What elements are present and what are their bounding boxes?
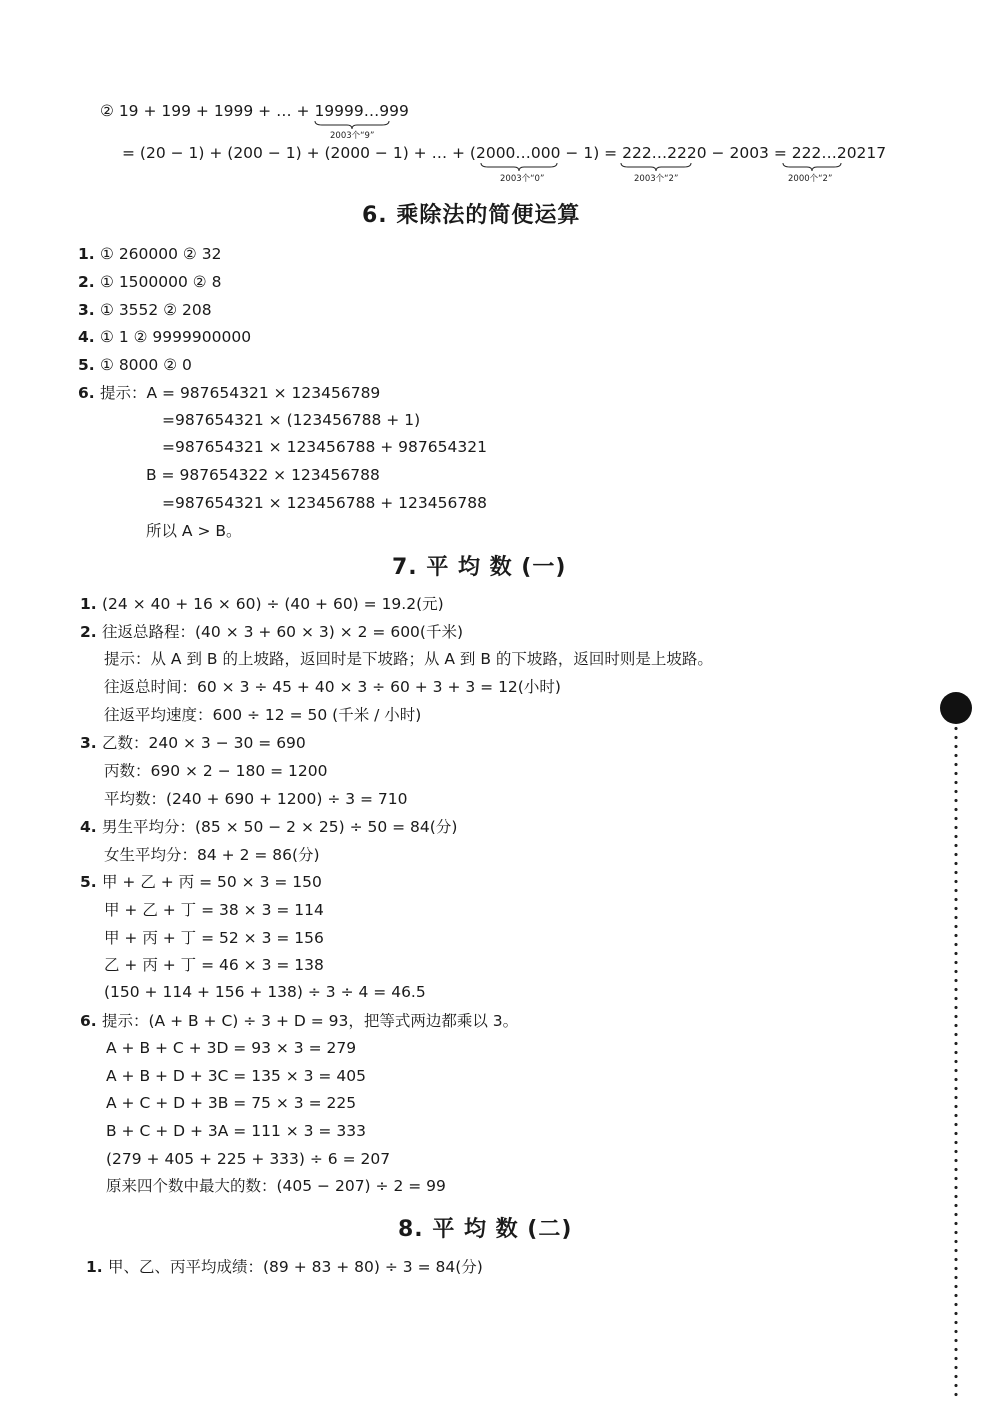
- s7-q6-line-2: A + B + D + 3C = 135 × 3 = 405: [106, 1067, 366, 1085]
- brace-2-label: 2003个“0”: [500, 174, 545, 184]
- s7-q4-num: 4.: [80, 818, 97, 836]
- s7-q3: [80, 733, 306, 753]
- s6-line-1: =987654321 × (123456788 + 1): [162, 411, 421, 429]
- s7-q6-line-4: B + C + D + 3A = 111 × 3 = 333: [106, 1122, 366, 1140]
- brace-4: [782, 162, 842, 172]
- s7-q3-text: 乙数：240 × 3 − 30 = 690: [102, 734, 306, 752]
- s7-q5-line-2: 甲 + 丙 + 丁 = 52 × 3 = 156: [104, 929, 324, 947]
- s6-line-4: =987654321 × 123456788 + 123456788: [162, 494, 487, 512]
- s7-q6-line-3: A + C + D + 3B = 75 × 3 = 225: [106, 1094, 357, 1112]
- s6-item-3-text: ① 3552 ② 208: [100, 301, 212, 319]
- s6-item-1-num: 1.: [78, 245, 95, 263]
- s6-line-3: B = 987654322 × 123456788: [146, 466, 380, 484]
- s7-q1: [80, 594, 444, 614]
- top-line-1: [100, 101, 409, 121]
- s7-q4-text: 男生平均分：(85 × 50 − 2 × 25) ÷ 50 = 84(分): [102, 818, 458, 836]
- binding-dotted-line: [954, 724, 958, 1400]
- s7-q2: [80, 622, 463, 642]
- s7-q4-line-1: 女生平均分：84 + 2 = 86(分): [104, 846, 320, 864]
- top-line-2: [122, 143, 886, 163]
- binding-hole: [940, 692, 972, 724]
- s6-item-4: [78, 327, 251, 347]
- s6-item-2: [78, 272, 221, 292]
- s8-q1-num: 1.: [86, 1258, 103, 1276]
- brace-1-label: 2003个“9”: [330, 131, 375, 141]
- section-8-title: 8. 平 均 数 (二): [398, 1217, 573, 1242]
- s6-item-3-num: 3.: [78, 301, 95, 319]
- s7-q1-num: 1.: [80, 595, 97, 613]
- s7-q5-line-1: 甲 + 乙 + 丁 = 38 × 3 = 114: [104, 901, 324, 919]
- s6-item-6: [78, 383, 380, 403]
- brace-3-label: 2003个“2”: [634, 174, 679, 184]
- s6-item-1-text: ① 260000 ② 32: [100, 245, 222, 263]
- s7-q5-text: 甲 + 乙 + 丙 = 50 × 3 = 150: [102, 873, 322, 891]
- s7-q5-num: 5.: [80, 873, 97, 891]
- s7-q6: [80, 1011, 518, 1031]
- section-6-title: 6. 乘除法的简便运算: [362, 203, 581, 228]
- s8-q1: [86, 1257, 483, 1277]
- s7-q1-text: (24 × 40 + 16 × 60) ÷ (40 + 60) = 19.2(元): [102, 595, 444, 613]
- s6-line-2: =987654321 × 123456788 + 987654321: [162, 438, 487, 456]
- brace-3: [620, 162, 692, 172]
- s6-item-2-text: ① 1500000 ② 8: [100, 273, 222, 291]
- s7-q2-num: 2.: [80, 623, 97, 641]
- s6-item-4-num: 4.: [78, 328, 95, 346]
- s6-item-6-text: 提示：A = 987654321 × 123456789: [100, 384, 381, 402]
- s7-q6-line-5: (279 + 405 + 225 + 333) ÷ 6 = 207: [106, 1150, 391, 1168]
- brace-4-label: 2000个“2”: [788, 174, 833, 184]
- s6-item-5-text: ① 8000 ② 0: [100, 356, 192, 374]
- s7-q6-line-1: A + B + C + 3D = 93 × 3 = 279: [106, 1039, 357, 1057]
- s7-q4: [80, 817, 457, 837]
- s8-q1-text: 甲、乙、丙平均成绩：(89 + 83 + 80) ÷ 3 = 84(分): [108, 1258, 483, 1276]
- s7-q6-text: 提示：(A + B + C) ÷ 3 + D = 93，把等式两边都乘以 3。: [102, 1012, 519, 1030]
- s7-q3-line-2: 平均数：(240 + 690 + 1200) ÷ 3 = 710: [104, 790, 408, 808]
- s7-q2-line-1: 提示：从 A 到 B 的上坡路，返回时是下坡路；从 A 到 B 的下坡路，返回时则是上坡路。: [104, 650, 713, 668]
- s7-q3-num: 3.: [80, 734, 97, 752]
- s7-q5-line-3: 乙 + 丙 + 丁 = 46 × 3 = 138: [104, 956, 324, 974]
- s6-item-5-num: 5.: [78, 356, 95, 374]
- s7-q2-line-3: 往返平均速度：600 ÷ 12 = 50 (千米 / 小时): [104, 706, 422, 724]
- s7-q6-num: 6.: [80, 1012, 97, 1030]
- s6-item-6-num: 6.: [78, 384, 95, 402]
- s6-item-1: [78, 244, 221, 264]
- s7-q5: [80, 872, 322, 892]
- s7-q3-line-1: 丙数：690 × 2 − 180 = 1200: [104, 762, 328, 780]
- s6-item-2-num: 2.: [78, 273, 95, 291]
- section-7-title: 7. 平 均 数 (一): [392, 555, 567, 580]
- s7-q5-line-4: (150 + 114 + 156 + 138) ÷ 3 ÷ 4 = 46.5: [104, 983, 426, 1001]
- brace-2: [480, 162, 558, 172]
- s6-item-4-text: ① 1 ② 9999900000: [100, 328, 252, 346]
- s7-q2-line-2: 往返总时间：60 × 3 ÷ 45 + 40 × 3 ÷ 60 + 3 + 3 = 12(小时): [104, 678, 561, 696]
- top-line-2-text: = (20 − 1) + (200 − 1) + (2000 − 1) + … + (2000…000 − 1) = 222…2220 − 2003 = 222…20217: [122, 144, 887, 162]
- top-line-1-text: ② 19 + 199 + 1999 + … + 19999…999: [100, 102, 409, 120]
- s6-line-5: 所以 A > B。: [146, 522, 242, 540]
- s6-item-3: [78, 300, 212, 320]
- s7-q2-text: 往返总路程：(40 × 3 + 60 × 3) × 2 = 600(千米): [102, 623, 464, 641]
- s7-q6-line-6: 原来四个数中最大的数：(405 − 207) ÷ 2 = 99: [106, 1177, 446, 1195]
- s6-item-5: [78, 355, 192, 375]
